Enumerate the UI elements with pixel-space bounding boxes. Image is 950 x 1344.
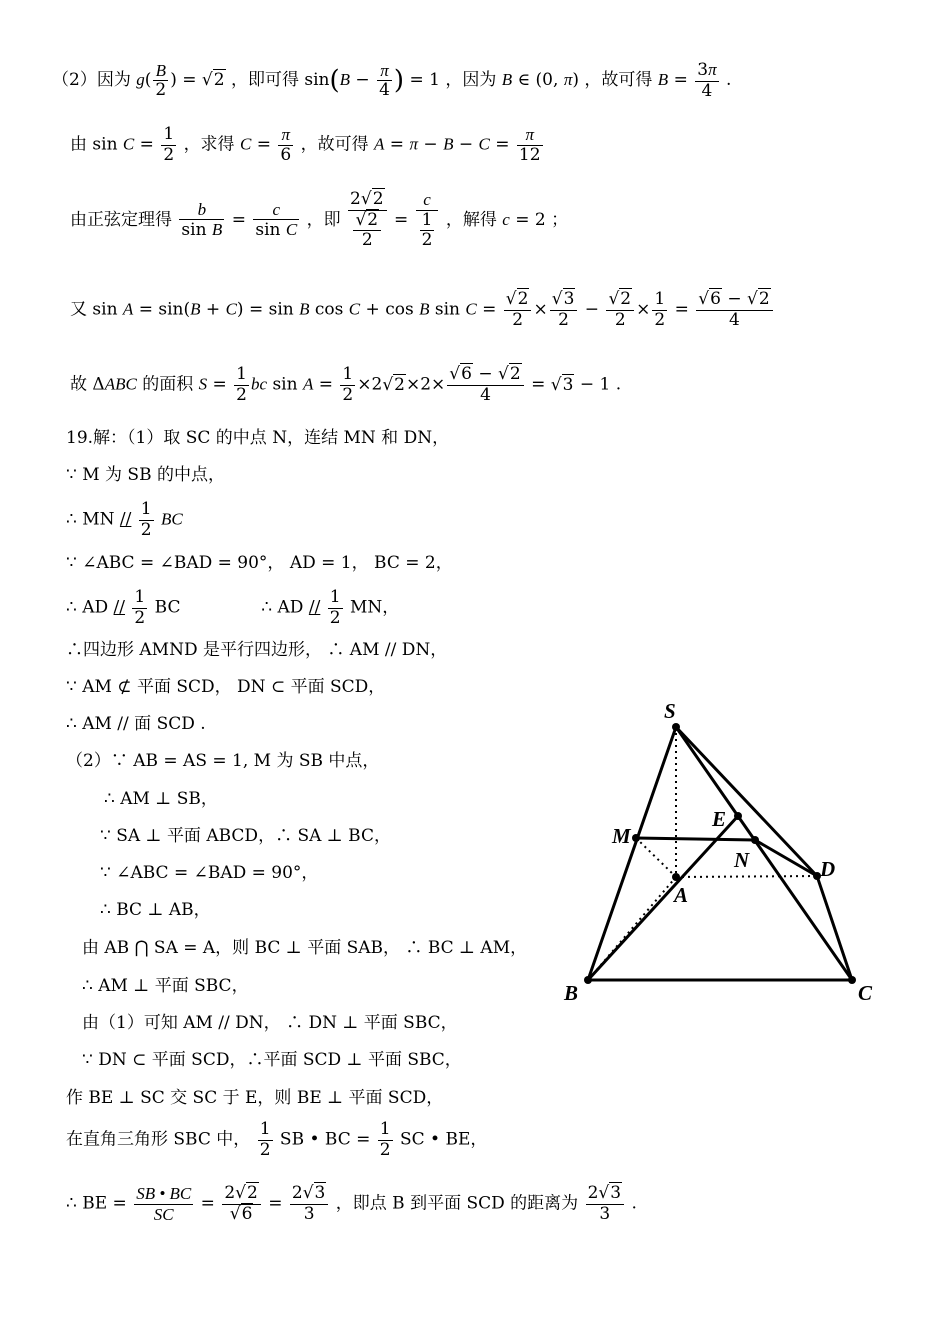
text: 的面积 xyxy=(142,374,194,395)
point-C xyxy=(848,976,856,984)
q19-line-7: ∵ AM ⊄ 平面 SCD， DN ⊂ 平面 SCD， xyxy=(66,677,386,697)
text: ，求得 xyxy=(183,134,235,155)
text: ，解得 xyxy=(445,209,497,230)
pyramid-diagram xyxy=(550,690,890,1020)
edge-AD xyxy=(676,876,817,877)
fraction: $\frac{\pi}{4}$ xyxy=(379,60,390,101)
q19-line-3: ∴ MN // $\frac{1}{2}$ BC xyxy=(66,499,183,540)
q19-line-6: ∴四边形 AMND 是平行四边形， ∴ AM // DN， xyxy=(66,640,448,660)
solution-line-5: 故 ΔABC 的面积 S = $\frac{1}{2}$ bc sin A = $\frac{1}{2}$ ×2√2×2× $\frac{√6 - √2}{4}$ = √3 − 1 . xyxy=(70,364,622,405)
text: 故 xyxy=(70,374,87,395)
edge-SB xyxy=(588,727,676,980)
q19-line-12: ∵ ∠ABC = ∠BAD = 90°， xyxy=(100,863,319,883)
label-A: A xyxy=(674,883,689,907)
q19-line-17: ∵ DN ⊂ 平面 SCD，∴平面 SCD ⊥ 平面 SBC， xyxy=(82,1050,462,1070)
fraction: $\frac{3\pi}{4}$ xyxy=(697,60,717,101)
edge-CD xyxy=(817,876,852,980)
text: 由 xyxy=(70,134,87,155)
solution-line-2: 由 sin C = $\frac{1}{2}$ ，求得 C = $\frac{\pi}{6}$ ，故可得 A = π − B − C = $\frac{\pi}{12}$ xyxy=(70,124,541,165)
edge-AB xyxy=(588,877,676,980)
label-B: B xyxy=(564,981,579,1005)
label-C: C xyxy=(858,981,873,1005)
text: ； xyxy=(551,209,569,230)
q19-line-20: ∴ BE = $\frac{SB • BC}{SC}$ = $\frac{2√2}{√6}$ = $\frac{2√3}{3}$ ，即点 B 到平面 SCD 的距离为 $\frac{2√3}{3}$ . xyxy=(66,1183,637,1224)
fraction: $\frac{B}{2}$ xyxy=(155,60,167,101)
solution-line-1: （2）因为 g( $\frac{B}{2}$ ) = √2 ，即可得 sin(B − $\frac{\pi}{4}$ ) = 1 ，因为 B ∈ (0, π) ，故可得 B = $\frac{3\pi}{4}$ . xyxy=(52,60,732,101)
q19-line-11: ∵ SA ⊥ 平面 ABCD，∴ SA ⊥ BC， xyxy=(100,826,392,846)
text: ，故可得 xyxy=(584,70,653,91)
text: ，因为 xyxy=(445,70,497,91)
q19-line-18: 作 BE ⊥ SC 交 SC 于 E，则 BE ⊥ 平面 SCD， xyxy=(66,1088,444,1108)
q19-line-4: ∵ ∠ABC = ∠BAD = 90°， AD = 1， BC = 2， xyxy=(66,553,453,573)
solution-line-3: 由正弦定理得 $\frac{b}{\text{sin B}}$ = $\frac{c}{\text{sin C}}$ ，即 $\frac{2√2}{\frac{√2}{2}}$ = $\frac{c}{\frac{1}{2}}$ ，解得 c = 2 ； xyxy=(70,189,569,251)
q19-line-14: 由 AB ⋂ SA = A，则 BC ⊥ 平面 SAB， ∴ BC ⊥ AM， xyxy=(82,938,528,958)
label-E: E xyxy=(712,807,727,831)
solution-line-4: 又 sin A = sin(B + C) = sin B cos C + cos B sin C = $\frac{√2}{2}$ × $\frac{√3}{2}$ − $\frac{√2}{2}$ × $\frac{1}{2}$ = $\frac{√6 - √2}{4}$ xyxy=(70,290,775,330)
text: . xyxy=(726,70,732,91)
point-E xyxy=(734,812,742,820)
label-M: M xyxy=(612,824,631,848)
point-M xyxy=(632,834,640,842)
segment-MN xyxy=(636,838,755,840)
fraction: $\frac{b}{\text{sin B}}$ xyxy=(181,199,223,241)
fraction: $\frac{c}{\frac{1}{2}}$ xyxy=(416,190,439,251)
point-S xyxy=(672,723,680,731)
text: ，即 xyxy=(306,209,341,230)
q19-line-10: ∴ AM ⊥ SB， xyxy=(104,789,218,809)
q19-line-1: 19.解：（1）取 SC 的中点 N，连结 MN 和 DN， xyxy=(66,428,450,448)
point-A xyxy=(672,873,680,881)
q19-line-2: ∵ M 为 SB 的中点， xyxy=(66,465,225,485)
fraction: $\frac{\pi}{12}$ xyxy=(518,125,541,165)
q19-line-8: ∴ AM // 面 SCD . xyxy=(66,714,206,734)
segment-BE xyxy=(588,816,738,980)
text: ，即可得 xyxy=(230,70,299,91)
q19-line-5: ∴ AD // $\frac{1}{2}$ BC ∴ AD // $\frac{1}{2}$ MN， xyxy=(66,587,400,628)
point-N xyxy=(751,836,759,844)
label-S: S xyxy=(664,699,676,723)
q19-line-16: 由（1）可知 AM // DN， ∴ DN ⊥ 平面 SBC， xyxy=(82,1013,458,1033)
fraction: $\frac{\pi}{6}$ xyxy=(280,125,292,165)
segment-MA xyxy=(636,838,676,877)
fraction: $\frac{2√2}{\frac{√2}{2}}$ xyxy=(348,190,387,251)
text: 又 xyxy=(70,299,87,320)
q19-line-15: ∴ AM ⊥ 平面 SBC， xyxy=(82,976,249,996)
fraction: $\frac{c}{\text{sin C}}$ xyxy=(255,199,298,241)
point-B xyxy=(584,976,592,984)
label-D: D xyxy=(820,857,836,881)
label-N: N xyxy=(734,848,750,872)
text: 由正弦定理得 xyxy=(70,209,172,230)
fraction: $\frac{1}{2}$ xyxy=(163,124,175,165)
q19-line-19: 在直角三角形 SBC 中， $\frac{1}{2}$ SB • BC = $\frac{1}{2}$ SC • BE， xyxy=(66,1119,488,1160)
q19-line-13: ∴ BC ⊥ AB， xyxy=(100,900,211,920)
text: （2）因为 xyxy=(52,70,131,91)
q19-line-9: （2）∵ AB = AS = 1, M 为 SB 中点， xyxy=(66,751,380,771)
text: ，故可得 xyxy=(300,134,369,155)
